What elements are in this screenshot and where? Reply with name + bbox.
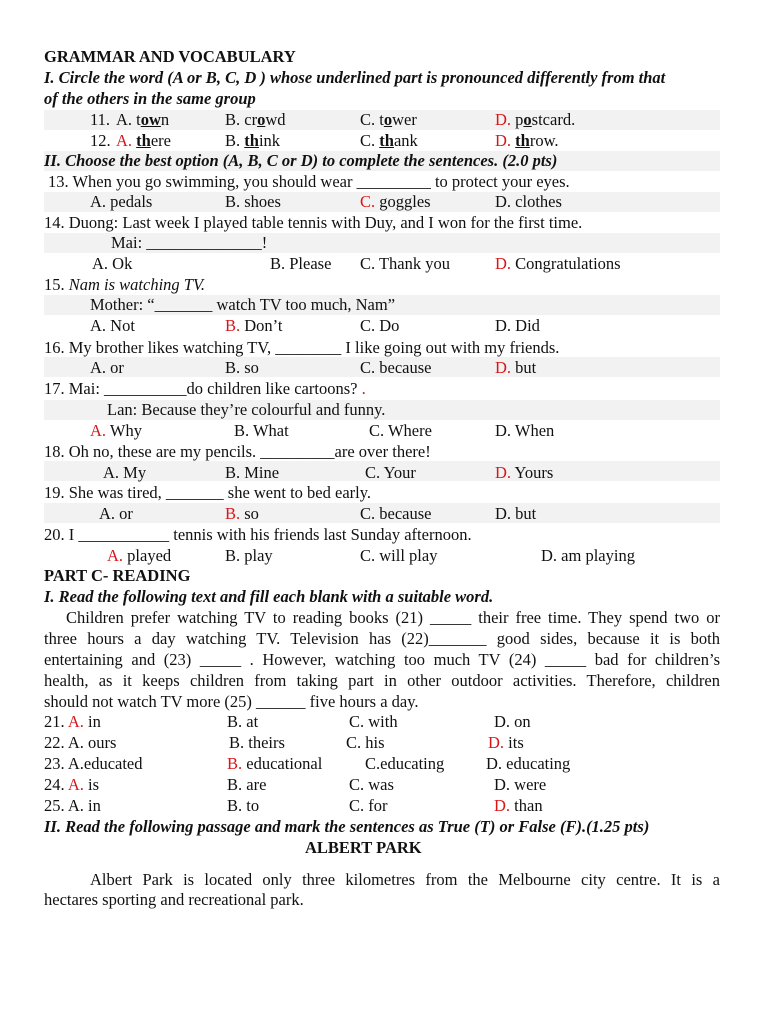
q17-c: C. Where (369, 421, 432, 440)
q23-b: B. educational (227, 754, 323, 773)
q13-b: B. shoes (225, 192, 281, 211)
passage-line: three hours a day watching TV. Television has (22)_______ good sides, because it is both (44, 629, 720, 648)
q19-c: C. because (360, 504, 432, 523)
q16-a: A. or (90, 358, 124, 377)
q17-stem: 17. Mai: __________do children like cartoons? . (44, 379, 366, 398)
q24-b: B. are (227, 775, 267, 794)
q18-stem: 18. Oh no, these are my pencils. _________are over there! (44, 442, 431, 461)
q12-b: B. think (225, 131, 281, 150)
q12-c: C. thank (360, 131, 418, 150)
q24-d: D. were (494, 775, 547, 794)
q23-a: 23. A.educated (44, 754, 143, 773)
q19-stem: 19. She was tired, _______ she went to bed early. (44, 483, 372, 502)
q20-stem: 20. I ___________ tennis with his friends last Sunday afternoon. (44, 525, 472, 544)
q20-a: A. played (107, 546, 172, 565)
q16-d: D. but (495, 358, 537, 377)
q23-c: C.educating (365, 754, 445, 773)
q13-a: A. pedals (90, 192, 153, 211)
q25-b: B. to (227, 796, 260, 815)
park-line: Albert Park is located only three kilometres from the Melbourne city centre. It is a (90, 870, 720, 889)
q18-c: C. Your (365, 463, 416, 482)
q14-stem: 14. Duong: Last week I played table tennis with Duy, and I won for the first time. (44, 213, 583, 232)
reading-instruction-1: I. Read the following text and fill each blank with a suitable word. (44, 587, 494, 606)
q15-b: B. Don’t (225, 316, 283, 335)
q19-b: B. so (225, 504, 259, 523)
q18-a: A. My (103, 463, 147, 482)
q19-d: D. but (495, 504, 537, 523)
instruction-1-cont: of the others in the same group (44, 89, 256, 108)
q22-a: 22. A. ours (44, 733, 117, 752)
q20-d: D. am playing (541, 546, 635, 565)
q11-c: C. tower (360, 110, 417, 129)
q14-a: A. Ok (92, 254, 133, 273)
q18-d: D. Yours (495, 463, 554, 482)
park-line: hectares sporting and recreational park. (44, 890, 304, 909)
q20-b: B. play (225, 546, 273, 565)
q14-d: D. Congratulations (495, 254, 621, 273)
q22-c: C. his (346, 733, 385, 752)
q15-d: D. Did (495, 316, 540, 335)
q11-num: 11. (90, 110, 111, 129)
q25-a: 25. A. in (44, 796, 101, 815)
passage-line: health, as it keeps children from taking part in other outdoor activities. Therefore, children (44, 671, 720, 690)
q13-stem: 13. When you go swimming, you should wear _________ to protect your eyes. (48, 172, 570, 191)
q18-b: B. Mine (225, 463, 280, 482)
q12-d: D. throw. (495, 131, 559, 150)
q17-a: A. Why (90, 421, 142, 440)
q15-mother: Mother: “_______ watch TV too much, Nam” (90, 295, 396, 314)
q14-b: B. Please (270, 254, 332, 273)
q13-d: D. clothes (495, 192, 562, 211)
q22-d: D. its (488, 733, 524, 752)
q16-stem: 16. My brother likes watching TV, ________ I like going out with my friends. (44, 338, 560, 357)
passage-line: entertaining and (23) _____ . However, watching too much TV (24) _____ bad for children’s (44, 650, 720, 669)
q21-a: 21. A. in (44, 712, 101, 731)
reading-instruction-2: II. Read the following passage and mark the sentences as True (T) or False (F).(1.25 pts) (44, 817, 650, 836)
q15-stem: 15. Nam is watching TV. (44, 275, 206, 294)
q11-d: D. postcard. (495, 110, 576, 129)
q11-b: B. crowd (225, 110, 286, 129)
part-c-title: PART C- READING (44, 566, 191, 585)
q14-c: C. Thank you (360, 254, 450, 273)
passage-title: ALBERT PARK (305, 838, 422, 857)
q17-d: D. When (495, 421, 555, 440)
q21-b: B. at (227, 712, 259, 731)
q14-reply: Mai: ______________! (111, 233, 268, 252)
q24-a: 24. A. is (44, 775, 100, 794)
q20-c: C. will play (360, 546, 438, 565)
q24-c: C. was (349, 775, 394, 794)
q21-d: D. on (494, 712, 531, 731)
q22-b: B. theirs (229, 733, 285, 752)
q17-lan: Lan: Because they’re colourful and funny. (107, 400, 386, 419)
q13-c: C. goggles (360, 192, 431, 211)
q12-a: A. there (116, 131, 171, 150)
q19-a: A. or (99, 504, 133, 523)
q16-b: B. so (225, 358, 259, 377)
q12-num: 12. (90, 131, 111, 150)
q16-c: C. because (360, 358, 432, 377)
q25-c: C. for (349, 796, 388, 815)
instruction-1: I. Circle the word (A or B, C, D ) whose underlined part is pronounced differently from that (44, 68, 666, 87)
q17-b: B. What (234, 421, 289, 440)
q15-a: A. Not (90, 316, 135, 335)
q21-c: C. with (349, 712, 398, 731)
passage-line: Children prefer watching TV to reading books (21) _____ their free time. They spend two or (66, 608, 720, 627)
q25-d: D. than (494, 796, 543, 815)
instruction-2: II. Choose the best option (A, B, C or D) to complete the sentences. (2.0 pts) (44, 151, 558, 170)
q11-a: A. town (116, 110, 170, 129)
q23-d: D. educating (486, 754, 571, 773)
section-title: GRAMMAR AND VOCABULARY (44, 47, 296, 66)
passage-line: should not watch TV more (25) ______ five hours a day. (44, 692, 419, 711)
q15-c: C. Do (360, 316, 400, 335)
